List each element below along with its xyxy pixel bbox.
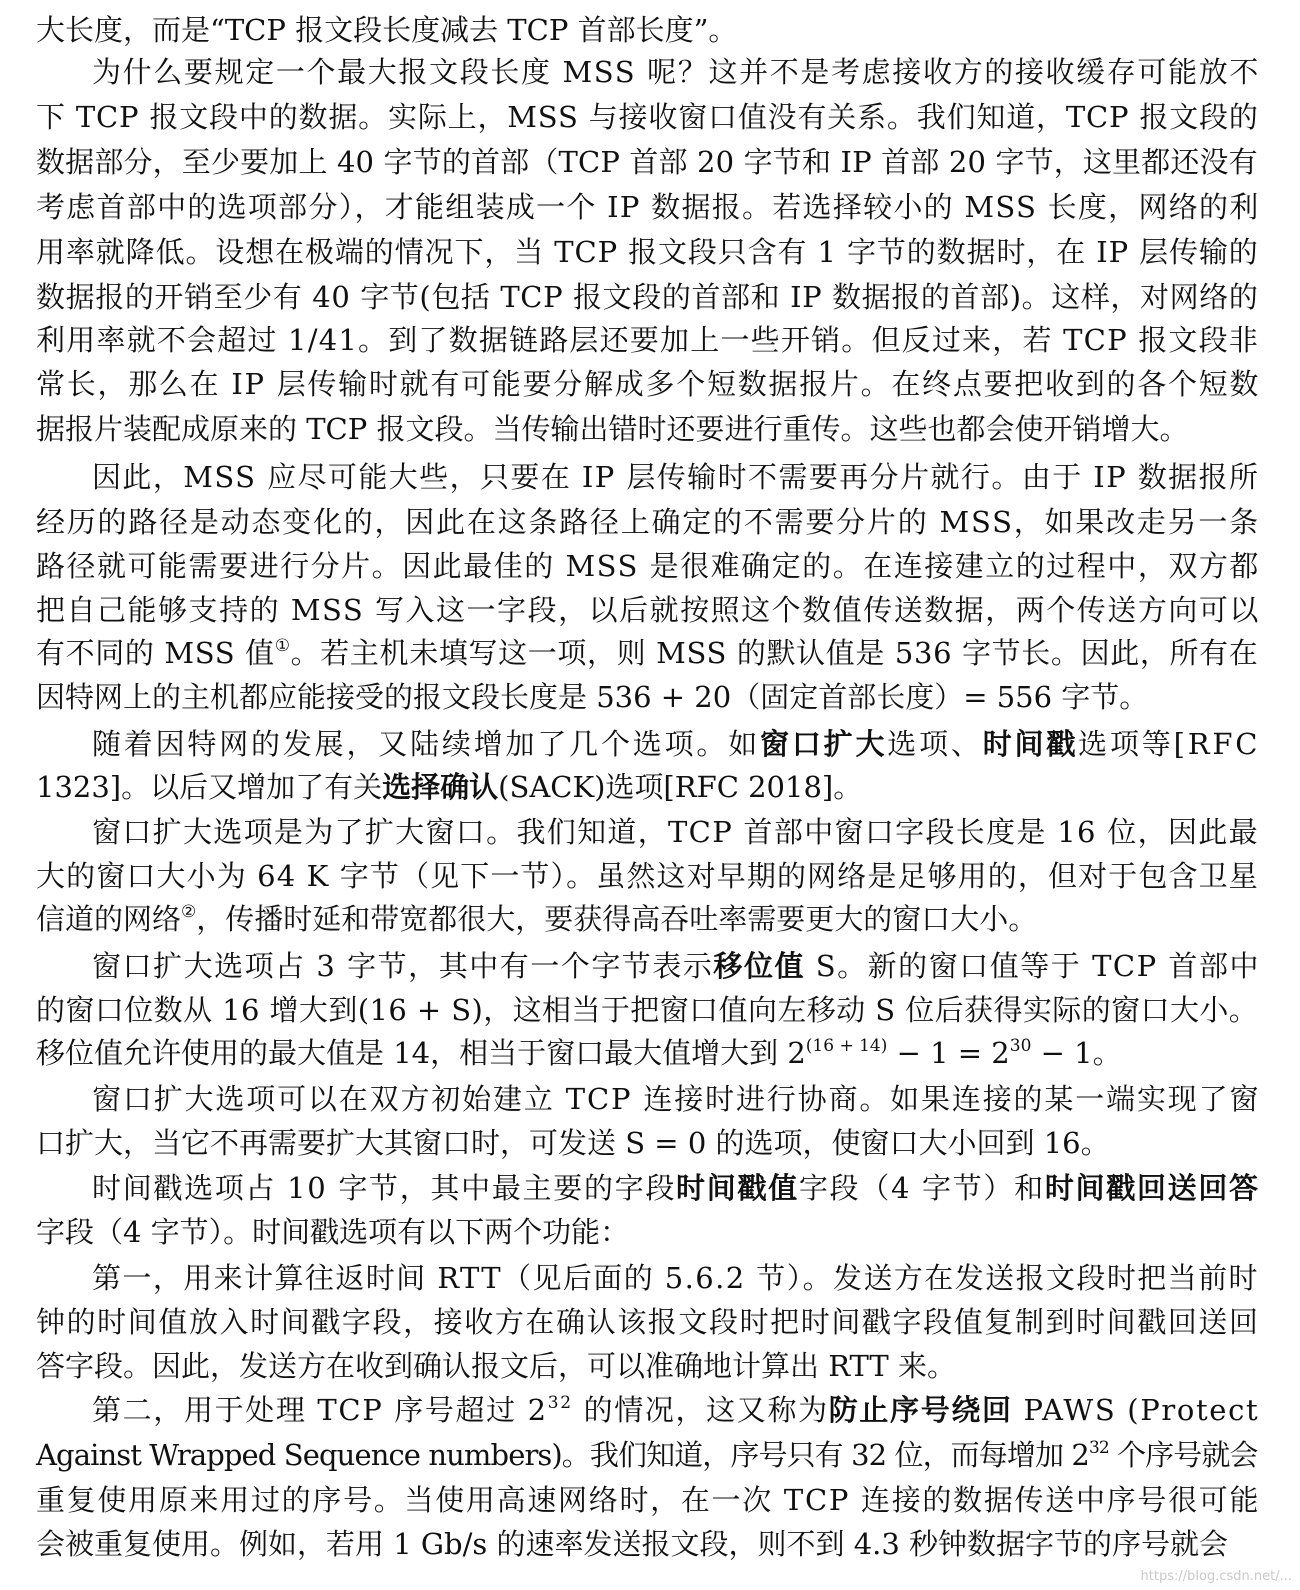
bold-term: 窗口扩大 xyxy=(760,727,888,761)
superscript: ② xyxy=(181,902,197,922)
text-run: 选项等[RFC xyxy=(1078,727,1261,761)
superscript: ① xyxy=(274,636,291,656)
text-line xyxy=(36,1300,1260,1344)
text-run: 会被重复使用。例如，若用 1 Gb/s 的速率发送报文段，则不到 4.3 秒钟数据字节的序号就会 xyxy=(36,1527,1229,1561)
text-line xyxy=(36,1433,1258,1477)
superscript: 32 xyxy=(1088,1438,1109,1458)
text-line xyxy=(36,140,1258,184)
text-run: PAWS (Protect xyxy=(1012,1393,1260,1427)
text-line xyxy=(92,50,1260,94)
watermark-text: https://blog.csdn.net/... xyxy=(1140,1569,1292,1584)
bold-term: 时间戳回送回答 xyxy=(1044,1171,1260,1205)
text-line xyxy=(36,8,737,52)
text-line xyxy=(36,988,1258,1032)
text-line xyxy=(36,544,1260,588)
text-line xyxy=(36,1031,1122,1075)
text-line xyxy=(36,1522,1228,1566)
text-run: 1323]。以后又增加了有关 xyxy=(36,770,383,804)
text-line xyxy=(36,675,1148,719)
text-line xyxy=(92,810,1259,854)
text-line xyxy=(36,588,1260,632)
text-run: (SACK)选项[RFC 2018]。 xyxy=(498,770,863,804)
text-line xyxy=(36,275,1258,319)
bold-term: 选择确认 xyxy=(382,770,499,804)
text-run: 常长，那么在 IP 层传输时就有可能要分解成多个短数据报片。在终点要把收到的各个短数 xyxy=(36,367,1261,401)
text-run: 考虑首部中的选项部分），才能组装成一个 IP 数据报。若选择较小的 MSS 长度，网络的利 xyxy=(36,190,1260,224)
text-run: 钟的时间值放入时间戳字段，接收方在确认该报文段时把时间戳字段值复制到时间戳回送回 xyxy=(36,1305,1260,1339)
bold-term: 移位值 xyxy=(713,949,805,983)
text-run: 把自己能够支持的 MSS 写入这一字段，以后就按照这个数值传送数据，两个传送方向可以 xyxy=(36,593,1260,627)
bold-term: 时间戳 xyxy=(982,727,1079,761)
superscript: (16 + 14) xyxy=(805,1036,888,1056)
text-run: 随着因特网的发展，又陆续增加了几个选项。如 xyxy=(92,727,761,761)
text-run: 据报片装配成原来的 TCP 报文段。当传输出错时还要进行重传。这些也都会使开销增大。 xyxy=(36,412,1189,446)
text-run: 字段（4 字节）和 xyxy=(798,1171,1045,1205)
text-run: 下 TCP 报文段中的数据。实际上，MSS 与接收窗口值没有关系。我们知道，TCP 报文段的 xyxy=(36,100,1259,134)
text-line xyxy=(92,1388,1259,1432)
text-run: 移位值允许使用的最大值是 14，相当于窗口最大值增大到 2 xyxy=(36,1036,806,1070)
text-line xyxy=(36,1121,1110,1165)
text-run: 窗口扩大选项可以在双方初始建立 TCP 连接时进行协商。如果连接的某一端实现了窗 xyxy=(92,1082,1261,1116)
text-run: 个序号就会 xyxy=(1108,1438,1258,1472)
text-line xyxy=(36,897,1037,941)
text-run: 窗口扩大选项占 3 字节，其中有一个字节表示 xyxy=(92,949,714,983)
superscript: 32 xyxy=(547,1393,573,1413)
text-line xyxy=(92,1256,1259,1300)
text-run: 数据部分，至少要加上 40 字节的首部（TCP 首部 20 字节和 IP 首部 20 字节，这里都还没有 xyxy=(36,145,1258,179)
text-run: 的情况，这又称为 xyxy=(572,1393,829,1427)
text-run: 信道的网络 xyxy=(36,902,182,936)
text-run: 有不同的 MSS 值 xyxy=(36,636,275,670)
text-run: 窗口扩大选项是为了扩大窗口。我们知道，TCP 首部中窗口字段长度是 16 位，因此最 xyxy=(92,815,1259,849)
text-line xyxy=(92,1077,1260,1121)
text-run: 字段（4 字节）。时间戳选项有以下两个功能： xyxy=(36,1215,630,1249)
text-run: 时间戳选项占 10 字节，其中最主要的字段 xyxy=(92,1171,677,1205)
text-line xyxy=(36,854,1259,898)
text-line xyxy=(36,631,1258,675)
text-line xyxy=(92,722,1260,766)
text-line xyxy=(36,1344,956,1388)
text-run: 选项、 xyxy=(887,727,983,761)
text-run: 大长度，而是“TCP 报文段长度减去 TCP 首部长度”。 xyxy=(36,13,738,47)
text-run: ，传播时延和带宽都很大，要获得高吞吐率需要更大的窗口大小。 xyxy=(196,902,1038,936)
text-run: 大的窗口大小为 64 K 字节（见下一节）。虽然这对早期的网络是足够用的，但对于包含卫星 xyxy=(36,859,1259,893)
text-run: 第二，用于处理 TCP 序号超过 2 xyxy=(92,1393,548,1427)
text-line xyxy=(92,1166,1260,1210)
superscript: 30 xyxy=(1009,1036,1032,1056)
text-line xyxy=(36,95,1259,139)
text-run: Against Wrapped Sequence numbers)。我们知道，序号只有 32 位，而每增加 2 xyxy=(36,1438,1089,1472)
text-run: − 1 = 2 xyxy=(887,1036,1010,1070)
text-line xyxy=(36,1478,1260,1522)
text-run: 经历的路径是动态变化的，因此在这条路径上确定的不需要分片的 MSS，如果改走另一条 xyxy=(36,505,1260,539)
text-run: 用率就降低。设想在极端的情况下，当 TCP 报文段只含有 1 字节的数据时，在 IP 层传输的 xyxy=(36,235,1259,269)
text-run: 为什么要规定一个最大报文段长度 MSS 呢？这并不是考虑接收方的接收缓存可能放不 xyxy=(92,55,1260,89)
bold-term: 时间戳值 xyxy=(676,1171,799,1205)
text-line xyxy=(36,500,1260,544)
text-run: S。新的窗口值等于 TCP 首部中 xyxy=(805,949,1260,983)
text-run: 。若主机未填写这一项，则 MSS 的默认值是 536 字节长。因此，所有在 xyxy=(290,636,1259,670)
text-line xyxy=(36,318,1259,362)
text-run: − 1。 xyxy=(1031,1036,1122,1070)
text-run: 因此，MSS 应尽可能大些，只要在 IP 层传输时不需要再分片就行。由于 IP 数据报所 xyxy=(92,460,1260,494)
text-line xyxy=(36,407,1188,451)
text-line xyxy=(36,362,1260,406)
text-run: 答字段。因此，发送方在收到确认报文后，可以准确地计算出 RTT 来。 xyxy=(36,1349,956,1383)
text-run: 利用率就不会超过 1/41。到了数据链路层还要加上一些开销。但反过来，若 TCP 报文段非 xyxy=(36,323,1260,357)
text-run: 路径就可能需要进行分片。因此最佳的 MSS 是很难确定的。在连接建立的过程中，双方都 xyxy=(36,549,1260,583)
text-run: 的窗口位数从 16 增大到(16 + S)，这相当于把窗口值向左移动 S 位后获得实际的窗口大小。 xyxy=(36,993,1259,1027)
text-run: 因特网上的主机都应能接受的报文段长度是 536 + 20（固定首部长度）= 556 字节。 xyxy=(36,680,1149,714)
text-line xyxy=(36,185,1260,229)
text-line xyxy=(92,455,1259,499)
bold-term: 防止序号绕回 xyxy=(828,1393,1013,1427)
text-run: 重复使用原来用过的序号。当使用高速网络时，在一次 TCP 连接的数据传送中序号很可能 xyxy=(36,1483,1261,1517)
text-line xyxy=(92,944,1260,988)
text-line xyxy=(36,230,1259,274)
text-run: 第一，用来计算往返时间 RTT（见后面的 5.6.2 节）。发送方在发送报文段时把当前时 xyxy=(92,1261,1259,1295)
text-run: 口扩大，当它不再需要扩大其窗口时，可发送 S = 0 的选项，使窗口大小回到 16。 xyxy=(36,1126,1110,1160)
text-line xyxy=(36,765,862,809)
text-run: 数据报的开销至少有 40 字节(包括 TCP 报文段的首部和 IP 数据报的首部)。这样，对网络的 xyxy=(36,280,1259,314)
text-line xyxy=(36,1210,629,1254)
